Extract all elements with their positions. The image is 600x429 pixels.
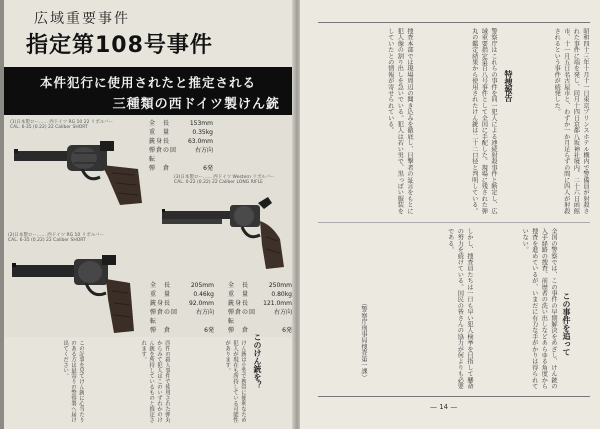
spec-value: 0.80kg [271, 291, 292, 298]
gun3-caption: (3)日本製ロー…… 西ドイツ Western リボルバー CAL. 0·22 (0.22) 22 Caliber LONG RIFLE [174, 175, 275, 186]
subhead-line-1: 本件犯行に使用されたと推定される [39, 75, 256, 90]
spec-value: 205mm [190, 282, 214, 289]
spec-value: 6発 [282, 327, 292, 334]
spec-key: 全 長 [150, 282, 172, 289]
headline: 指定第108号事件 [26, 33, 213, 58]
spec-key: 弾倉の回転 [150, 309, 179, 325]
revolver-2-image [10, 253, 140, 335]
right-column-4: 全国の警察では、この事件の早期解決をめざし、けん銃の入手経路の捜査、前歴者の洗い出しなどあらゆる角度から捜査を進めているが、いまだに有力な手がかりは得られていない。 [521, 228, 557, 390]
lower-left-text-b: 四件の殺人事件で使用された弾丸からみて犯人はこのいずれかのけん銃を所持しているものと推定されます。 [140, 340, 170, 423]
spec-key: 重 量 [150, 291, 172, 298]
gun-photo-area [4, 115, 292, 337]
subhead-line-2: 三種類の西ドイツ製けん銃 [112, 97, 280, 112]
spec-key: 弾倉の回転 [149, 147, 178, 163]
spec-value: 右方向 [194, 147, 213, 154]
lower-left-text-c: けん銃は小型で携帯に便利なため犯人が現在も所持している可能性があります。 [224, 340, 246, 423]
bottom-rule [318, 396, 590, 397]
spec-value: 92.0mm [188, 300, 214, 307]
spec-value: 250mm [268, 282, 292, 289]
spec-value: 63.0mm [187, 138, 213, 145]
revolver-1-image [12, 137, 147, 207]
right-column-5: しかし、捜査員たちは一日も早い犯人検挙を目指して懸命の努力を続けている。国民の皆さんの協力が何よりも必要である。 [446, 228, 473, 390]
right-column-6: （警察庁刑事局捜査第一課） [360, 300, 367, 381]
spec-key: 弾 倉 [149, 165, 171, 172]
subhead-band [4, 67, 292, 115]
spec-value: 0.46kg [193, 291, 214, 298]
right-column-3: 捜査本部では現場周辺の聞き込みを徹底し、目撃者の証言をもとに犯人像の割り出しを急いでいる。犯人は若い男で、黒っぽい服装をしていたとの情報が寄せられている。 [386, 28, 413, 214]
spec-key: 銃身長 [149, 138, 171, 145]
spec-key: 弾倉の回転 [228, 309, 257, 325]
spec-key: 重 量 [228, 291, 250, 298]
gun2-caption: (2)日本製ロー…… 西ドイツ RG 10 リボルバー CAL. 6·35 (0.22) 22 Caliber SHORT [8, 233, 104, 244]
spec-key: 全 長 [228, 282, 250, 289]
gun3-spec-table [228, 281, 292, 335]
kicker-label: 広域重要事件 [34, 11, 130, 27]
spec-value: 右方向 [273, 309, 292, 316]
spec-key: 銃身長 [150, 300, 172, 307]
gun1-spec-table [149, 119, 213, 173]
spec-key: 弾 倉 [150, 327, 172, 334]
top-rule [318, 22, 590, 23]
spec-value: 右方向 [195, 309, 214, 316]
spec-key: 重 量 [149, 129, 171, 136]
spec-key: 銃身長 [228, 300, 250, 307]
gun2-spec-table [150, 281, 214, 335]
spec-value: 0.35kg [192, 129, 213, 136]
lower-left-text-a: この記事を見てけん銃に心当たりのある方は最寄りの警察署へ届け出てください。 [62, 340, 84, 423]
revolver-3-image [160, 191, 292, 271]
spec-key: 弾 倉 [228, 327, 250, 334]
mid-rule [318, 222, 590, 223]
gun1-caption: (1)日本製ロー…… 西ドイツ RG 10 22 リボルバー CAL. 6·35 (0.22) 22 Caliber SHORT [10, 120, 114, 131]
spec-value: 6発 [204, 327, 214, 334]
sidebar-title: このけん銃を？ [253, 333, 262, 389]
right-column-2: 警察庁はこれらの事件を同一犯人による連続射殺事件と断定し、広域重要指定第百八号事件として全国に手配した。現場に残された弾丸の鑑定結果から使用されたけん銃は二十二口径と判明している。 [470, 28, 497, 214]
page-number: — 14 — [430, 403, 458, 411]
right-title-1: 特捜報告 [504, 70, 514, 102]
spec-key: 全 長 [149, 120, 171, 127]
spec-value: 153mm [189, 120, 213, 127]
spec-value: 121.0mm [263, 300, 292, 307]
right-title-2: この事件を追って [562, 292, 572, 356]
spec-value: 6発 [203, 165, 213, 172]
right-column-1: 昭和四十三年十月十一日東京プリンスホテル構内で警備員が射殺された事件に端を発し、同月十四日京都八坂神社境内、二十六日函館市、十一月五日名古屋市と、わずか一か月足らずの間に四人が射殺されるという事件が続発した。 [553, 28, 589, 214]
